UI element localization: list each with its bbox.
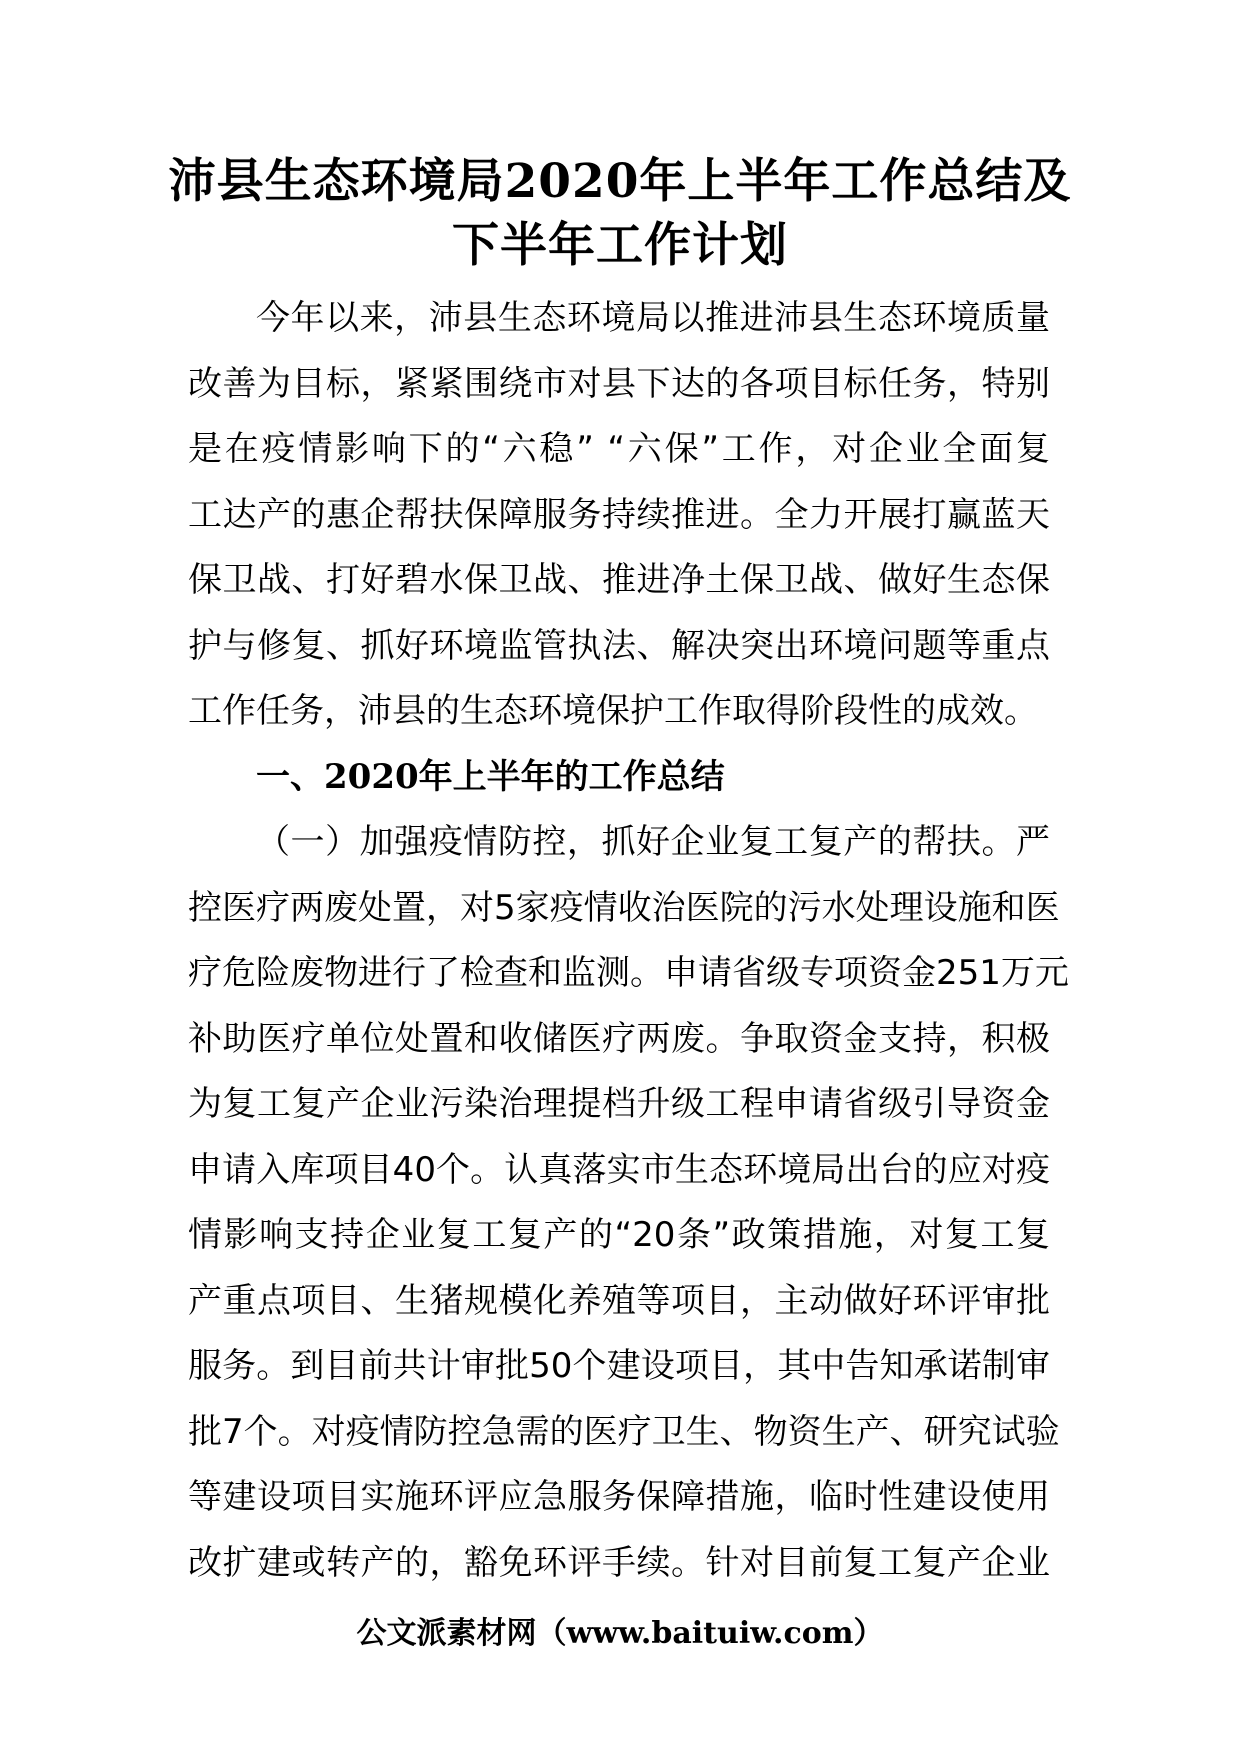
intro-line: 改善为目标，紧紧围绕市对县下达的各项目标任务，特别: [188, 363, 1050, 404]
section-line: 申请入库项目40个。认真落实市生态环境局出台的应对疫: [188, 1149, 1050, 1190]
section-line: 情影响支持企业复工复产的“20条”政策措施，对复工复: [188, 1215, 1050, 1255]
section-line: 为复工复产企业污染治理提档升级工程申请省级引导资金: [188, 1084, 1050, 1124]
section-line: 补助医疗单位处置和收储医疗两废。争取资金支持，积极: [188, 1018, 1050, 1059]
intro-line: 是在疫情影响下的“六稳” “六保”工作，对企业全面复: [188, 429, 1050, 469]
intro-line: 保卫战、打好碧水保卫战、推进净土保卫战、做好生态保: [188, 560, 1050, 600]
section-line: 等建设项目实施环评应急服务保障措施，临时性建设使用: [188, 1477, 1050, 1517]
section-line: （一）加强疫情防控，抓好企业复工复产的帮扶。严: [256, 822, 1050, 862]
section-line: 服务。到目前共计审批50个建设项目，其中告知承诺制审: [188, 1346, 1050, 1386]
intro-line: 工达产的惠企帮扶保障服务持续推进。全力开展打赢蓝天: [188, 494, 1050, 535]
section-line: 批7个。对疫情防控急需的医疗卫生、物资生产、研究试验: [188, 1411, 1060, 1452]
intro-line: 今年以来，沛县生态环境局以推进沛县生态环境质量: [256, 298, 1050, 338]
intro-line: 护与修复、抓好环境监管执法、解决突出环境问题等重点: [188, 625, 1050, 666]
title-line-2: 下半年工作计划: [452, 218, 788, 273]
section-line: 改扩建或转产的，豁免环评手续。针对目前复工复产企业: [188, 1542, 1050, 1583]
section-line: 疗危险废物进行了检查和监测。申请省级专项资金251万元: [188, 953, 1069, 993]
section-line: 控医疗两废处置，对5家疫情收治医院的污水处理设施和医: [188, 887, 1060, 928]
section-line: 产重点项目、生猪规模化养殖等项目，主动做好环评审批: [188, 1280, 1050, 1321]
footer-watermark: 公文派素材网（www.baituiw.com）: [356, 1616, 884, 1651]
document-title: [150, 150, 1090, 278]
document-body: [188, 286, 1069, 1596]
title-line-1: 沛县生态环境局2020年上半年工作总结及: [168, 154, 1072, 209]
intro-line: 工作任务，沛县的生态环境保护工作取得阶段性的成效。: [188, 691, 1038, 731]
section-heading: 一、2020年上半年的工作总结: [256, 756, 725, 797]
